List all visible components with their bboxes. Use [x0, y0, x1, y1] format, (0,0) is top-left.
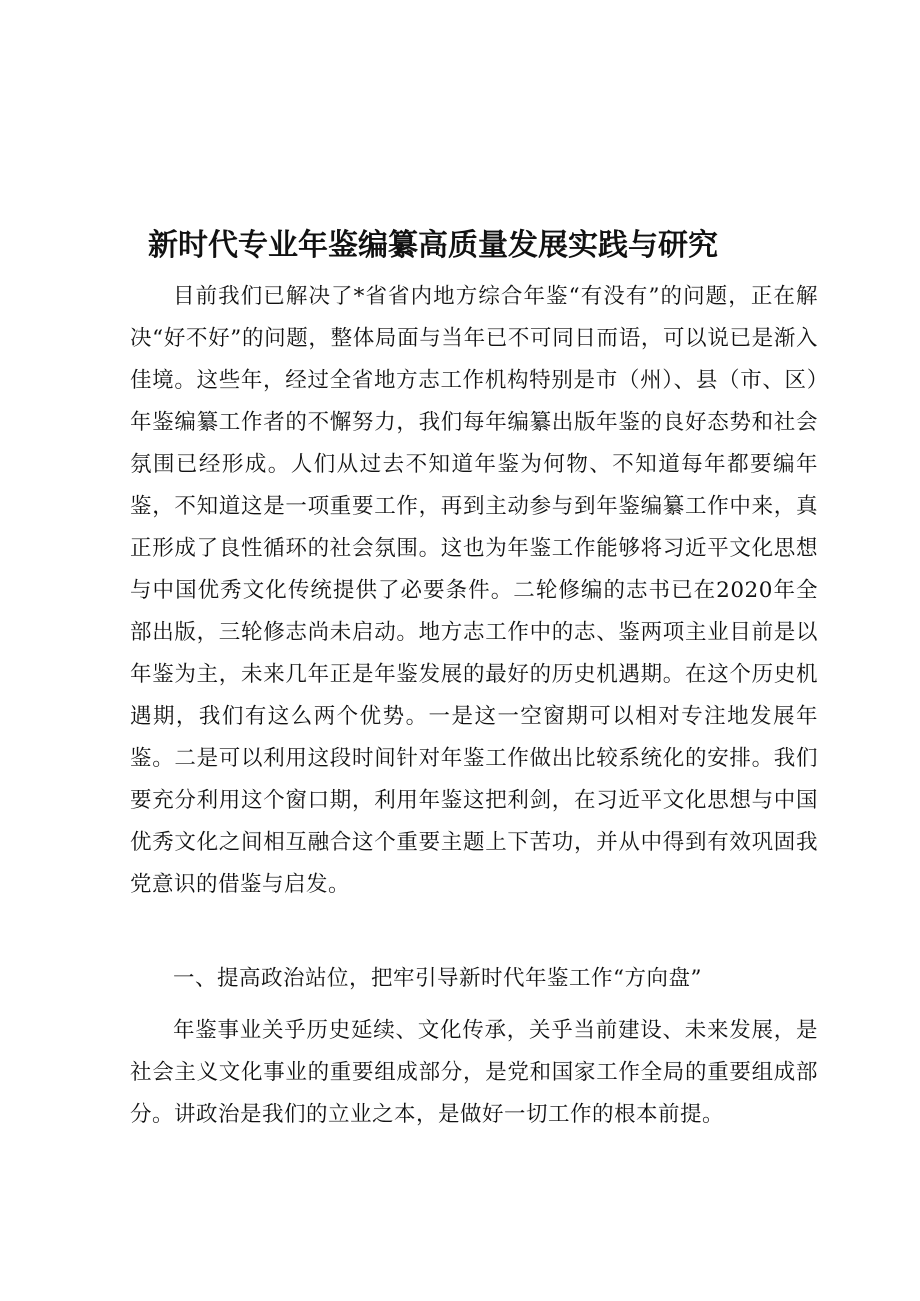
document-title: 新时代专业年鉴编纂高质量发展实践与研究: [148, 228, 718, 263]
body-paragraph: 年鉴事业关乎历史延续、文化传承，关乎当前建设、未来发展，是社会主义文化事业的重要组成部分，是党和国家工作全局的重要组成部分。讲政治是我们的立业之本，是做好一切工作的根本前提。: [130, 1018, 818, 1127]
body-paragraph: 目前我们已解决了*省省内地方综合年鉴“有没有”的问题，正在解决“好不好”的问题，整体局面与当年已不可同日而语，可以说已是渐入佳境。这些年，经过全省地方志工作机构特别是市（州）、县（市、区）年鉴编纂工作者的不懈努力，我们每年编纂出版年鉴的良好态势和社会氛围已经形成。人们从过去不知道年鉴为何物、不知道每年都要编年鉴，不知道这是一项重要工作，再到主动参与到年鉴编纂工作中来，真正形成了良性循环的社会氛围。这也为年鉴工作能够将习近平文化思想与中国优秀文化传统提供了必要条件。二轮修编的志书已在2020年全部出版，三轮修志尚未启动。地方志工作中的志、鉴两项主业目前是以年鉴为主，未来几年正是年鉴发展的最好的历史机遇期。在这个历史机遇期，我们有这么两个优势。一是这一空窗期可以相对专注地发展年鉴。二是可以利用这段时间针对年鉴工作做出比较系统化的安排。我们要充分利用这个窗口期，利用年鉴这把利剑，在习近平文化思想与中国优秀文化之间相互融合这个重要主题上下苦功，并从中得到有效巩固我党意识的借鉴与启发。: [130, 284, 818, 897]
section-heading: 一、提高政治站位，把牢引导新时代年鉴工作“方向盘”: [173, 966, 702, 991]
